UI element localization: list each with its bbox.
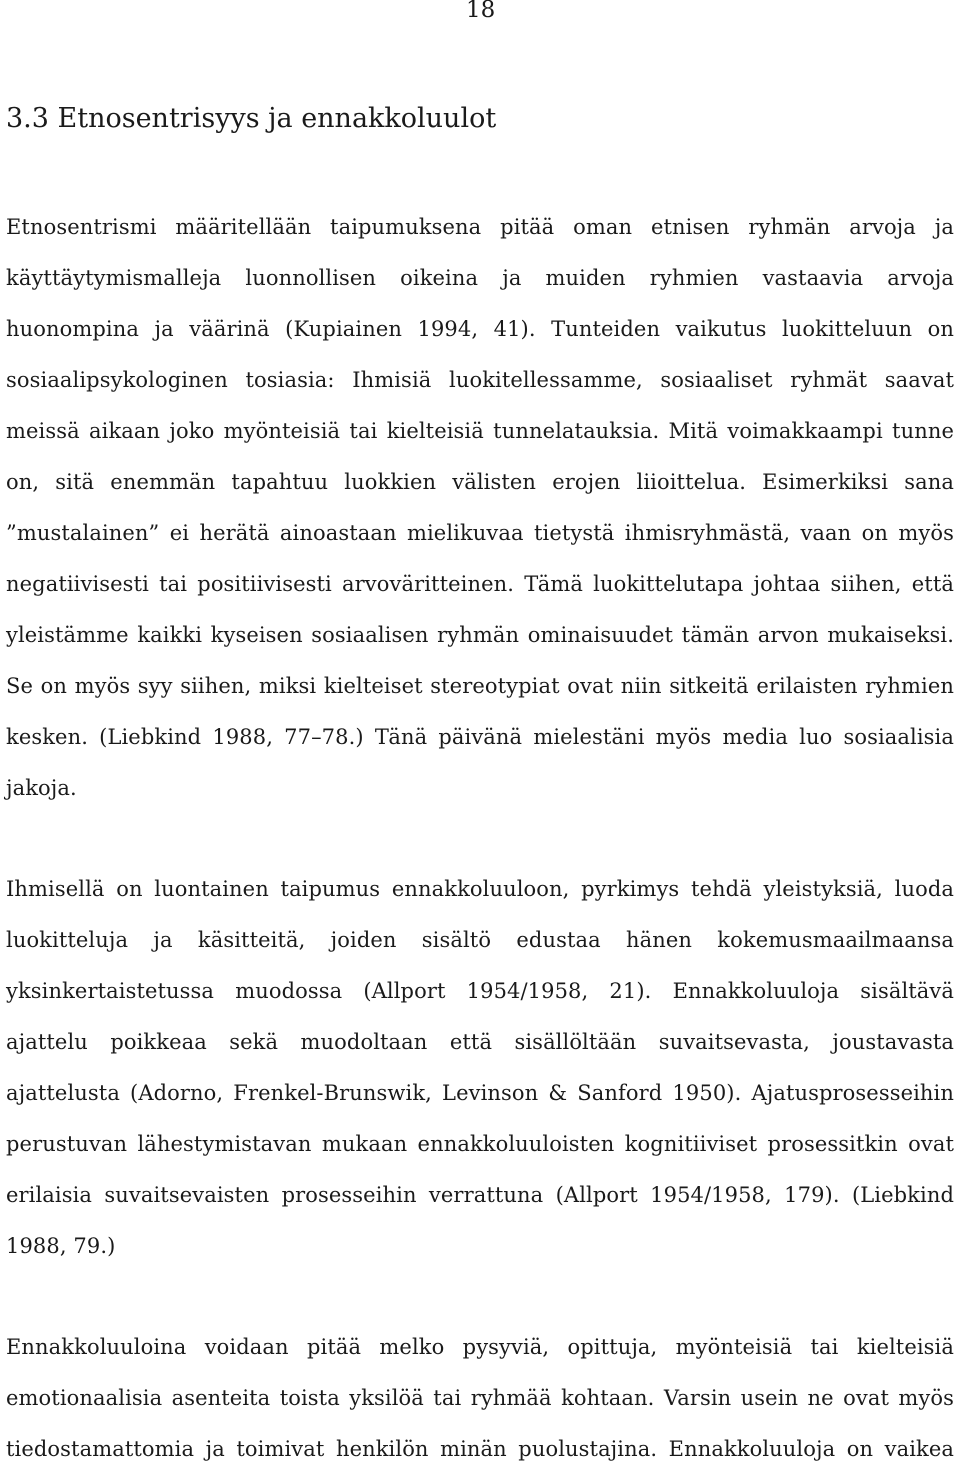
paragraph-ennakkoluulo-taipumus: Ihmisellä on luontainen taipumus ennakkoluuloon, pyrkimys tehdä yleistyksiä, luoda luokitteluja ja käsitteitä, joiden sisältö edustaa hänen kokemusmaailmaansa yksinkertaistetussa muodossa (Allport 1954/1958, 21). Ennakkoluuloja sisältävä ajattelu poikkeaa sekä muodoltaan että sisällöltään suvaitsevasta, joustavasta ajattelusta (Adorno, Frenkel-Brunswik, Levinson & Sanford 1950). Ajatusprosesseihin perustuvan lähestymistavan mukaan ennakkoluuloisten kognitiiviset prosessitkin ovat erilaisia suvaitsevaisten prosesseihin verrattuna (Allport 1954/1958, 179). (Liebkind 1988, 79.) <box>6 877 954 1258</box>
paragraph-ennakkoluulojen-maaritelma: Ennakkoluuloina voidaan pitää melko pysyviä, opittuja, myönteisiä tai kielteisiä emotionaalisia asenteita toista yksilöä tai ryhmää kohtaan. Varsin usein ne ovat myös tiedostamattomia ja toimivat henkilön minän puolustajina. Ennakkoluuloja on vaikea <box>6 1335 954 1461</box>
paragraph-etnosentrismi: Etnosentrismi määritellään taipumuksena pitää oman etnisen ryhmän arvoja ja käyttäytymismalleja luonnollisen oikeina ja muiden ryhmien vastaavia arvoja huonompina ja väärinä (Kupiainen 1994, 41). Tunteiden vaikutus luokitteluun on sosiaalipsykologinen tosiasia: Ihmisiä luokitellessamme, sosiaaliset ryhmät saavat meissä aikaan joko myönteisiä tai kielteisiä tunnelatauksia. Mitä voimakkaampi tunne on, sitä enemmän tapahtuu luokkien välisten erojen liioittelua. Esimerkiksi sana ”mustalainen” ei herätä ainoastaan mielikuvaa tietystä ihmisryhmästä, vaan on myös negatiivisesti tai positiivisesti arvoväritteinen. Tämä luokittelutapa johtaa siihen, että yleistämme kaikki kyseisen sosiaalisen ryhmän ominaisuudet tämän arvon mukaiseksi. Se on myös syy siihen, miksi kielteiset stereotypiat ovat niin sitkeitä erilaisten ryhmien kesken. (Liebkind 1988, 77–78.) Tänä päivänä mielestäni myös media luo sosiaalisia jakoja. <box>6 215 954 800</box>
section-heading: 3.3 Etnosentrisyys ja ennakkoluulot <box>6 103 497 134</box>
page-number: 18 <box>466 0 496 23</box>
